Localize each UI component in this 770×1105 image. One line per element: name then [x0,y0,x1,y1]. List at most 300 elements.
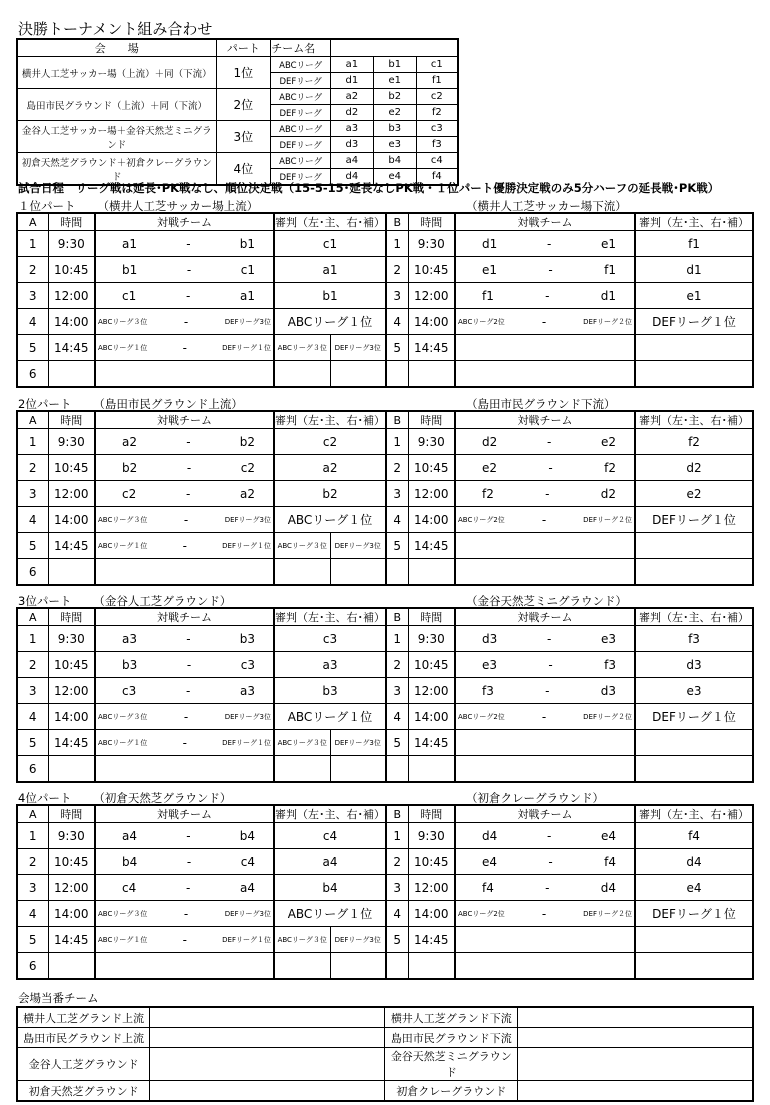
referee-empty [330,361,386,388]
away-team: DEFリーグ２位 [583,317,632,326]
team-cell: a1 [331,57,374,73]
away-team: c3 [240,657,255,672]
referee-team: a3 [274,652,386,678]
vs-dash: - [183,314,189,329]
match-teams [95,231,274,257]
duty-team-input [518,1048,753,1081]
match-time: 14:45 [48,927,95,953]
home-team: e3 [482,657,498,672]
match-teams [95,849,274,875]
time-header: 時間 [408,805,455,823]
row-number: 3 [17,678,48,704]
home-team: f2 [482,486,494,501]
home-team: ABCリーグ３位 [98,317,148,326]
row-number: 4 [386,309,408,335]
duty-table [16,1006,754,1102]
row-number: 1 [17,231,48,257]
row-number: 5 [17,533,48,559]
referee-team: d3 [635,652,753,678]
referee-team: ABCリーグ１位 [274,507,386,533]
b-blank [455,756,635,783]
table-row [17,678,753,704]
home-team: ABCリーグ３位 [98,515,148,524]
away-team: d2 [600,486,616,501]
b-blank [455,953,635,980]
vs-dash: - [183,906,189,921]
referee-team: c4 [274,823,386,849]
referee-team: d2 [635,455,753,481]
match-teams [455,652,635,678]
match-teams [95,875,274,901]
home-team: c1 [122,288,137,303]
row-number: 5 [17,730,48,756]
home-team: f1 [482,288,494,303]
match-time: 14:45 [408,927,455,953]
team-cell: f4 [416,169,458,186]
match-time: 12:00 [408,481,455,507]
referee-team: ABCリーグ１位 [274,901,386,927]
duty-label: 会場当番チーム [18,991,99,1005]
match-teams [455,678,635,704]
match-teams [95,533,274,559]
ref-header: 審判（左･主、右･補） [274,411,386,429]
part-header: パート [216,39,271,57]
match-time: 9:30 [408,231,455,257]
team-cell: f3 [416,137,458,153]
row-number: 1 [17,429,48,455]
team-cell: a4 [331,153,374,169]
row-number: 5 [17,335,48,361]
vs-dash: - [185,288,191,303]
away-team: DEFリーグ１位 [222,738,271,747]
referee-empty [635,730,753,756]
away-team: c4 [240,854,255,869]
match-teams [95,257,274,283]
match-teams [455,507,635,533]
away-team: e4 [600,828,616,843]
match-time: 12:00 [408,283,455,309]
match-teams [455,231,635,257]
table-row [17,335,753,361]
match-time: 12:00 [408,678,455,704]
match-teams [95,678,274,704]
venue-cell: 横井人工芝サッカー場（上流）＋同（下流） [17,57,216,89]
match-teams [455,455,635,481]
referee-empty [274,361,330,388]
away-team: DEFリーグ3位 [224,712,271,721]
team-header-blank [331,39,459,57]
home-team: d4 [482,828,498,843]
home-team: ABCリーグ2位 [458,317,505,326]
table-row [17,626,753,652]
away-team: f3 [604,657,616,672]
league-label: ABCリーグ [271,121,331,137]
team-cell: b2 [373,89,416,105]
duty-team-input [518,1007,753,1028]
home-team: e4 [482,854,498,869]
team-cell: d1 [331,73,374,89]
referee-team-sub: DEFリーグ3位 [330,730,386,756]
ref-header: 審判（左･主、右･補） [635,608,753,626]
referee-team: e1 [635,283,753,309]
home-team: b2 [122,460,138,475]
team-cell: c4 [416,153,458,169]
home-team: b4 [122,854,138,869]
away-team: b3 [239,631,255,646]
table-row [17,429,753,455]
away-team: DEFリーグ3位 [224,909,271,918]
away-team: DEFリーグ２位 [583,712,632,721]
match-teams [95,455,274,481]
venue-label-left: （初倉天然芝グラウンド） [93,791,232,805]
table-row [17,309,753,335]
match-teams [455,429,635,455]
table-row [17,361,753,388]
league-label: DEFリーグ [271,73,331,89]
home-team: ABCリーグ１位 [98,738,148,747]
match-time: 14:00 [408,704,455,730]
schedule-table [16,410,754,586]
away-team: DEFリーグ3位 [224,317,271,326]
match-teams [95,652,274,678]
vs-dash: - [541,314,547,329]
part-cell: 3位 [216,121,271,153]
b-header: B [386,805,408,823]
row-number: 1 [386,626,408,652]
match-time: 9:30 [408,626,455,652]
away-team: a1 [239,288,255,303]
b-blank [635,559,753,586]
row-number: 5 [386,335,408,361]
duty-venue: 初倉天然芝グラウンド [17,1081,150,1102]
match-teams [455,704,635,730]
referee-empty [330,953,386,980]
referee-empty [330,559,386,586]
referee-team: DEFリーグ１位 [635,309,753,335]
home-team: ABCリーグ2位 [458,909,505,918]
match-teams [95,429,274,455]
referee-team: DEFリーグ１位 [635,507,753,533]
vs-dash: - [186,460,192,475]
row-number: 2 [17,455,48,481]
row-number: 4 [17,309,48,335]
home-team: b3 [122,657,138,672]
row-number: 3 [17,481,48,507]
team-cell: f1 [416,73,458,89]
referee-team-sub: DEFリーグ3位 [330,927,386,953]
team-cell: e4 [373,169,416,186]
match-teams [455,283,635,309]
referee-team-main: ABCリーグ３位 [274,927,330,953]
duty-team-input [150,1007,385,1028]
time-header: 時間 [408,411,455,429]
match-teams-empty [95,361,274,388]
row-number: 2 [17,652,48,678]
match-time: 14:45 [408,335,455,361]
duty-team-input [518,1081,753,1102]
referee-team: e3 [635,678,753,704]
home-team: ABCリーグ2位 [458,712,505,721]
referee-empty [274,756,330,783]
row-number: 2 [386,652,408,678]
home-team: c3 [122,683,137,698]
time-header: 時間 [48,805,95,823]
venue-label-right: （横井人工芝サッカー場下流） [466,199,627,213]
match-teams [95,704,274,730]
row-number: 4 [386,507,408,533]
away-team: DEFリーグ２位 [583,909,632,918]
home-team: e2 [482,460,498,475]
match-time-empty [48,559,95,586]
vs-dash: - [186,854,192,869]
time-header: 時間 [48,608,95,626]
referee-empty [635,927,753,953]
match-teams-empty [95,559,274,586]
referee-empty [330,756,386,783]
row-number: 1 [17,823,48,849]
table-row [17,559,753,586]
duty-team-input [150,1028,385,1048]
table-row [17,953,753,980]
match-time-empty [48,756,95,783]
home-team: c4 [122,880,137,895]
match-teams-empty [455,927,635,953]
match-teams [455,626,635,652]
row-number: 4 [17,901,48,927]
teams-header: 対戦チーム [95,608,274,626]
venue-label-right: （初倉クレーグラウンド） [466,791,604,805]
team-cell: b3 [373,121,416,137]
venue-cell: 金谷人工芝サッカー場＋金谷天然芝ミニグランド [17,121,216,153]
duty-venue: 横井人工芝グランド下流 [385,1007,518,1028]
team-cell: f2 [416,105,458,121]
match-time: 9:30 [408,429,455,455]
table-row [17,533,753,559]
page-title: 決勝トーナメント組み合わせ [18,20,213,38]
part-label: １位パート [18,199,76,213]
vs-dash: - [548,460,553,475]
vs-dash: - [546,434,552,449]
match-teams [95,507,274,533]
duty-venue: 金谷天然芝ミニグラウンド [385,1048,518,1081]
b-blank [635,756,753,783]
away-team: DEFリーグ１位 [222,343,271,352]
away-team: f1 [604,262,616,277]
duty-venue: 初倉クレーグラウンド [385,1081,518,1102]
vs-dash: - [545,486,550,501]
match-time: 9:30 [48,823,95,849]
match-time: 14:00 [408,507,455,533]
match-teams [455,823,635,849]
time-header: 時間 [48,213,95,231]
away-team: DEFリーグ１位 [222,541,271,550]
referee-team-sub: DEFリーグ3位 [330,335,386,361]
b-blank [455,559,635,586]
match-time: 12:00 [48,678,95,704]
match-teams [455,849,635,875]
team-cell: b4 [373,153,416,169]
teams-header: 対戦チーム [95,805,274,823]
row-number: 6 [17,361,48,388]
referee-empty [274,559,330,586]
part-cell: 2位 [216,89,271,121]
vs-dash: - [185,683,191,698]
vs-dash: - [546,631,552,646]
table-row [17,901,753,927]
table-row [17,652,753,678]
home-team: d3 [482,631,498,646]
match-time-empty [48,361,95,388]
vs-dash: - [548,854,553,869]
match-time: 10:45 [408,455,455,481]
league-label: ABCリーグ [271,57,331,73]
duty-venue: 島田市民グラウンド上流 [17,1028,150,1048]
home-team: f3 [482,683,494,698]
row-number: 4 [386,901,408,927]
home-team: d2 [482,434,498,449]
vs-dash: - [546,236,552,251]
duty-venue: 金谷人工芝グラウンド [17,1048,150,1081]
row-number: 5 [386,730,408,756]
home-team: ABCリーグ３位 [98,909,148,918]
table-row [17,481,753,507]
referee-team: DEFリーグ１位 [635,704,753,730]
ref-header: 審判（左･主、右･補） [635,213,753,231]
referee-team: d1 [635,257,753,283]
vs-dash: - [545,288,550,303]
table-row [17,257,753,283]
b-blank [408,756,455,783]
referee-team: b2 [274,481,386,507]
match-time: 12:00 [48,875,95,901]
home-team: ABCリーグ１位 [98,541,148,550]
away-team: a3 [239,683,255,698]
b-blank [635,361,753,388]
away-team: a4 [239,880,255,895]
teams-header: 対戦チーム [455,213,635,231]
referee-team: d4 [635,849,753,875]
match-time: 14:00 [48,901,95,927]
b-blank [386,361,408,388]
referee-team: f4 [635,823,753,849]
team-cell: d2 [331,105,374,121]
ref-header: 審判（左･主、右･補） [274,608,386,626]
team-cell: e3 [373,137,416,153]
table-row [17,231,753,257]
away-team: DEFリーグ１位 [222,935,271,944]
teams-header: 対戦チーム [95,411,274,429]
team-cell: d4 [331,169,374,186]
vs-dash: - [548,262,553,277]
away-team: b1 [239,236,255,251]
match-teams [95,626,274,652]
match-time: 9:30 [48,231,95,257]
home-team: a4 [122,828,137,843]
table-row [17,756,753,783]
away-team: e2 [600,434,616,449]
referee-team: c3 [274,626,386,652]
referee-team: DEFリーグ１位 [635,901,753,927]
away-team: b2 [239,434,255,449]
b-blank [635,953,753,980]
match-teams-empty [95,756,274,783]
match-time: 10:45 [48,257,95,283]
row-number: 1 [386,231,408,257]
league-label: ABCリーグ [271,89,331,105]
b-blank [455,361,635,388]
away-team: c1 [240,262,255,277]
part-cell: 4位 [216,153,271,186]
team-cell: e2 [373,105,416,121]
league-label: DEFリーグ [271,105,331,121]
referee-empty [635,533,753,559]
home-team: ABCリーグ2位 [458,515,505,524]
match-time: 14:45 [48,730,95,756]
b-blank [386,559,408,586]
a-header: A [17,805,48,823]
row-number: 6 [17,756,48,783]
vs-dash: - [541,512,547,527]
match-teams [95,901,274,927]
b-header: B [386,213,408,231]
time-header: 時間 [48,411,95,429]
vs-dash: - [185,880,191,895]
team-cell: c3 [416,121,458,137]
table-row [17,283,753,309]
match-time: 14:45 [48,533,95,559]
match-time: 9:30 [48,429,95,455]
time-header: 時間 [408,213,455,231]
referee-team: c1 [274,231,386,257]
home-team: ABCリーグ１位 [98,935,148,944]
b-blank [408,559,455,586]
vs-dash: - [186,828,191,843]
vs-dash: - [186,631,191,646]
team-cell: c1 [416,57,458,73]
vs-dash: - [541,709,547,724]
referee-team: a4 [274,849,386,875]
match-teams [95,309,274,335]
row-number: 6 [17,953,48,980]
referee-team-main: ABCリーグ３位 [274,533,330,559]
part-label: 3位パート [18,594,72,608]
venue-header: 会 場 [17,39,216,57]
vs-dash: - [186,657,192,672]
match-time: 9:30 [48,626,95,652]
match-teams [95,823,274,849]
match-time: 14:00 [408,309,455,335]
row-number: 2 [386,849,408,875]
table-row [17,730,753,756]
away-team: d3 [600,683,616,698]
away-team: DEFリーグ3位 [224,515,271,524]
home-team: b1 [122,262,138,277]
venue-label-right: （島田市民グラウンド下流） [466,397,616,411]
match-teams-empty [95,953,274,980]
table-row [17,927,753,953]
home-team: a2 [122,434,137,449]
venue-label-left: （島田市民グラウンド上流） [93,397,243,411]
vs-dash: - [182,538,187,553]
referee-team-main: ABCリーグ３位 [274,335,330,361]
away-team: d1 [600,288,616,303]
teams-header: 対戦チーム [455,805,635,823]
b-blank [408,953,455,980]
vs-dash: - [548,657,553,672]
away-team: DEFリーグ２位 [583,515,632,524]
home-team: c2 [122,486,137,501]
b-blank [386,953,408,980]
